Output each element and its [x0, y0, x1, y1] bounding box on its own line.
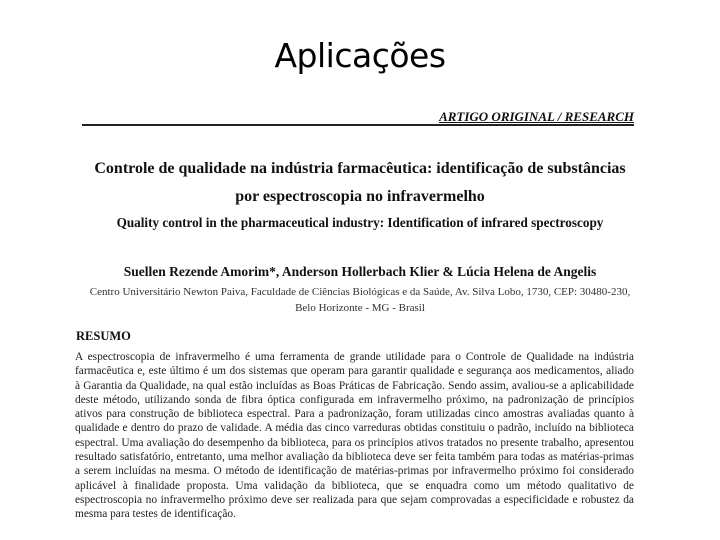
abstract-line: farmacêutica e, este último é um dos sistemas que operam para garantir qualidade e segurança aos medicamentos, aliado	[75, 365, 634, 378]
abstract-line: qualidade e dentro do prazo de validade. A média das cinco varreduras obtidas constituiu o padrão, incluído na biblioteca	[75, 422, 634, 435]
abstract-line: mesma para testes de identificação.	[75, 508, 236, 521]
abstract-line: à Garantia da Qualidade, na qual estão incluídas as Boas Práticas de Fabricação. Sendo assim, avaliou-se a aplicabilidade	[75, 379, 634, 392]
paper-title-pt-line1: Controle de qualidade na indústria farmacêutica: identificação de substâncias	[94, 160, 626, 177]
abstract-line: A espectroscopia de infravermelho é uma ferramenta de grande utilidade para o Controle de Qualidade na indústria	[75, 351, 634, 363]
abstract-line: a serem incluídas na mesma. O método de identificação de matérias-primas por infravermelho próximo foi considerado	[75, 465, 634, 478]
abstract-line: espectroscopia no infravermelho próximo deve ser realizada para que sejam comprovadas a especificidade e robustez da	[75, 493, 634, 506]
abstract-heading: RESUMO	[76, 329, 131, 343]
paper-title-en: Quality control in the pharmaceutical industry: Identification of infrared spectroscopy	[116, 215, 604, 230]
abstract-line: espectral. Uma avaliação do desempenho da biblioteca, para os princípios ativos tratados no presente trabalho, apresentou	[75, 436, 634, 449]
authors: Suellen Rezende Amorim*, Anderson Hollerbach Klier & Lúcia Helena de Angelis	[123, 264, 597, 279]
abstract-line: deste método, utilizando sonda de fibra óptica configurada em infravermelho próximo, na padronização de princípios	[75, 393, 634, 406]
abstract-line: aplicável à finalidade proposta. Uma validação da biblioteca, que se enquadra como um método qualitativo de	[75, 479, 634, 492]
slide-title: Aplicações	[274, 36, 446, 75]
abstract-line: ativos para construção de biblioteca espectral. Para a padronização, foram utilizadas cinco amostras avaliadas quanto à	[75, 408, 634, 421]
header-rule	[82, 124, 634, 126]
paper-title-pt-line2: por espectroscopia no infravermelho	[235, 188, 485, 205]
abstract-body	[75, 350, 634, 522]
abstract-line: resultado satisfatório, entretanto, uma melhor avaliação da biblioteca deve ser feita também para todas as matérias-primas	[75, 451, 634, 464]
section-label: ARTIGO ORIGINAL / RESEARCH	[439, 109, 634, 124]
affiliation: Centro Universitário Newton Paiva, Faculdade de Ciências Biológicas e da Saúde, Av. Silva Lobo, 1730, CEP: 30480-230, Belo Horizonte - MG - Brasil	[89, 286, 631, 314]
